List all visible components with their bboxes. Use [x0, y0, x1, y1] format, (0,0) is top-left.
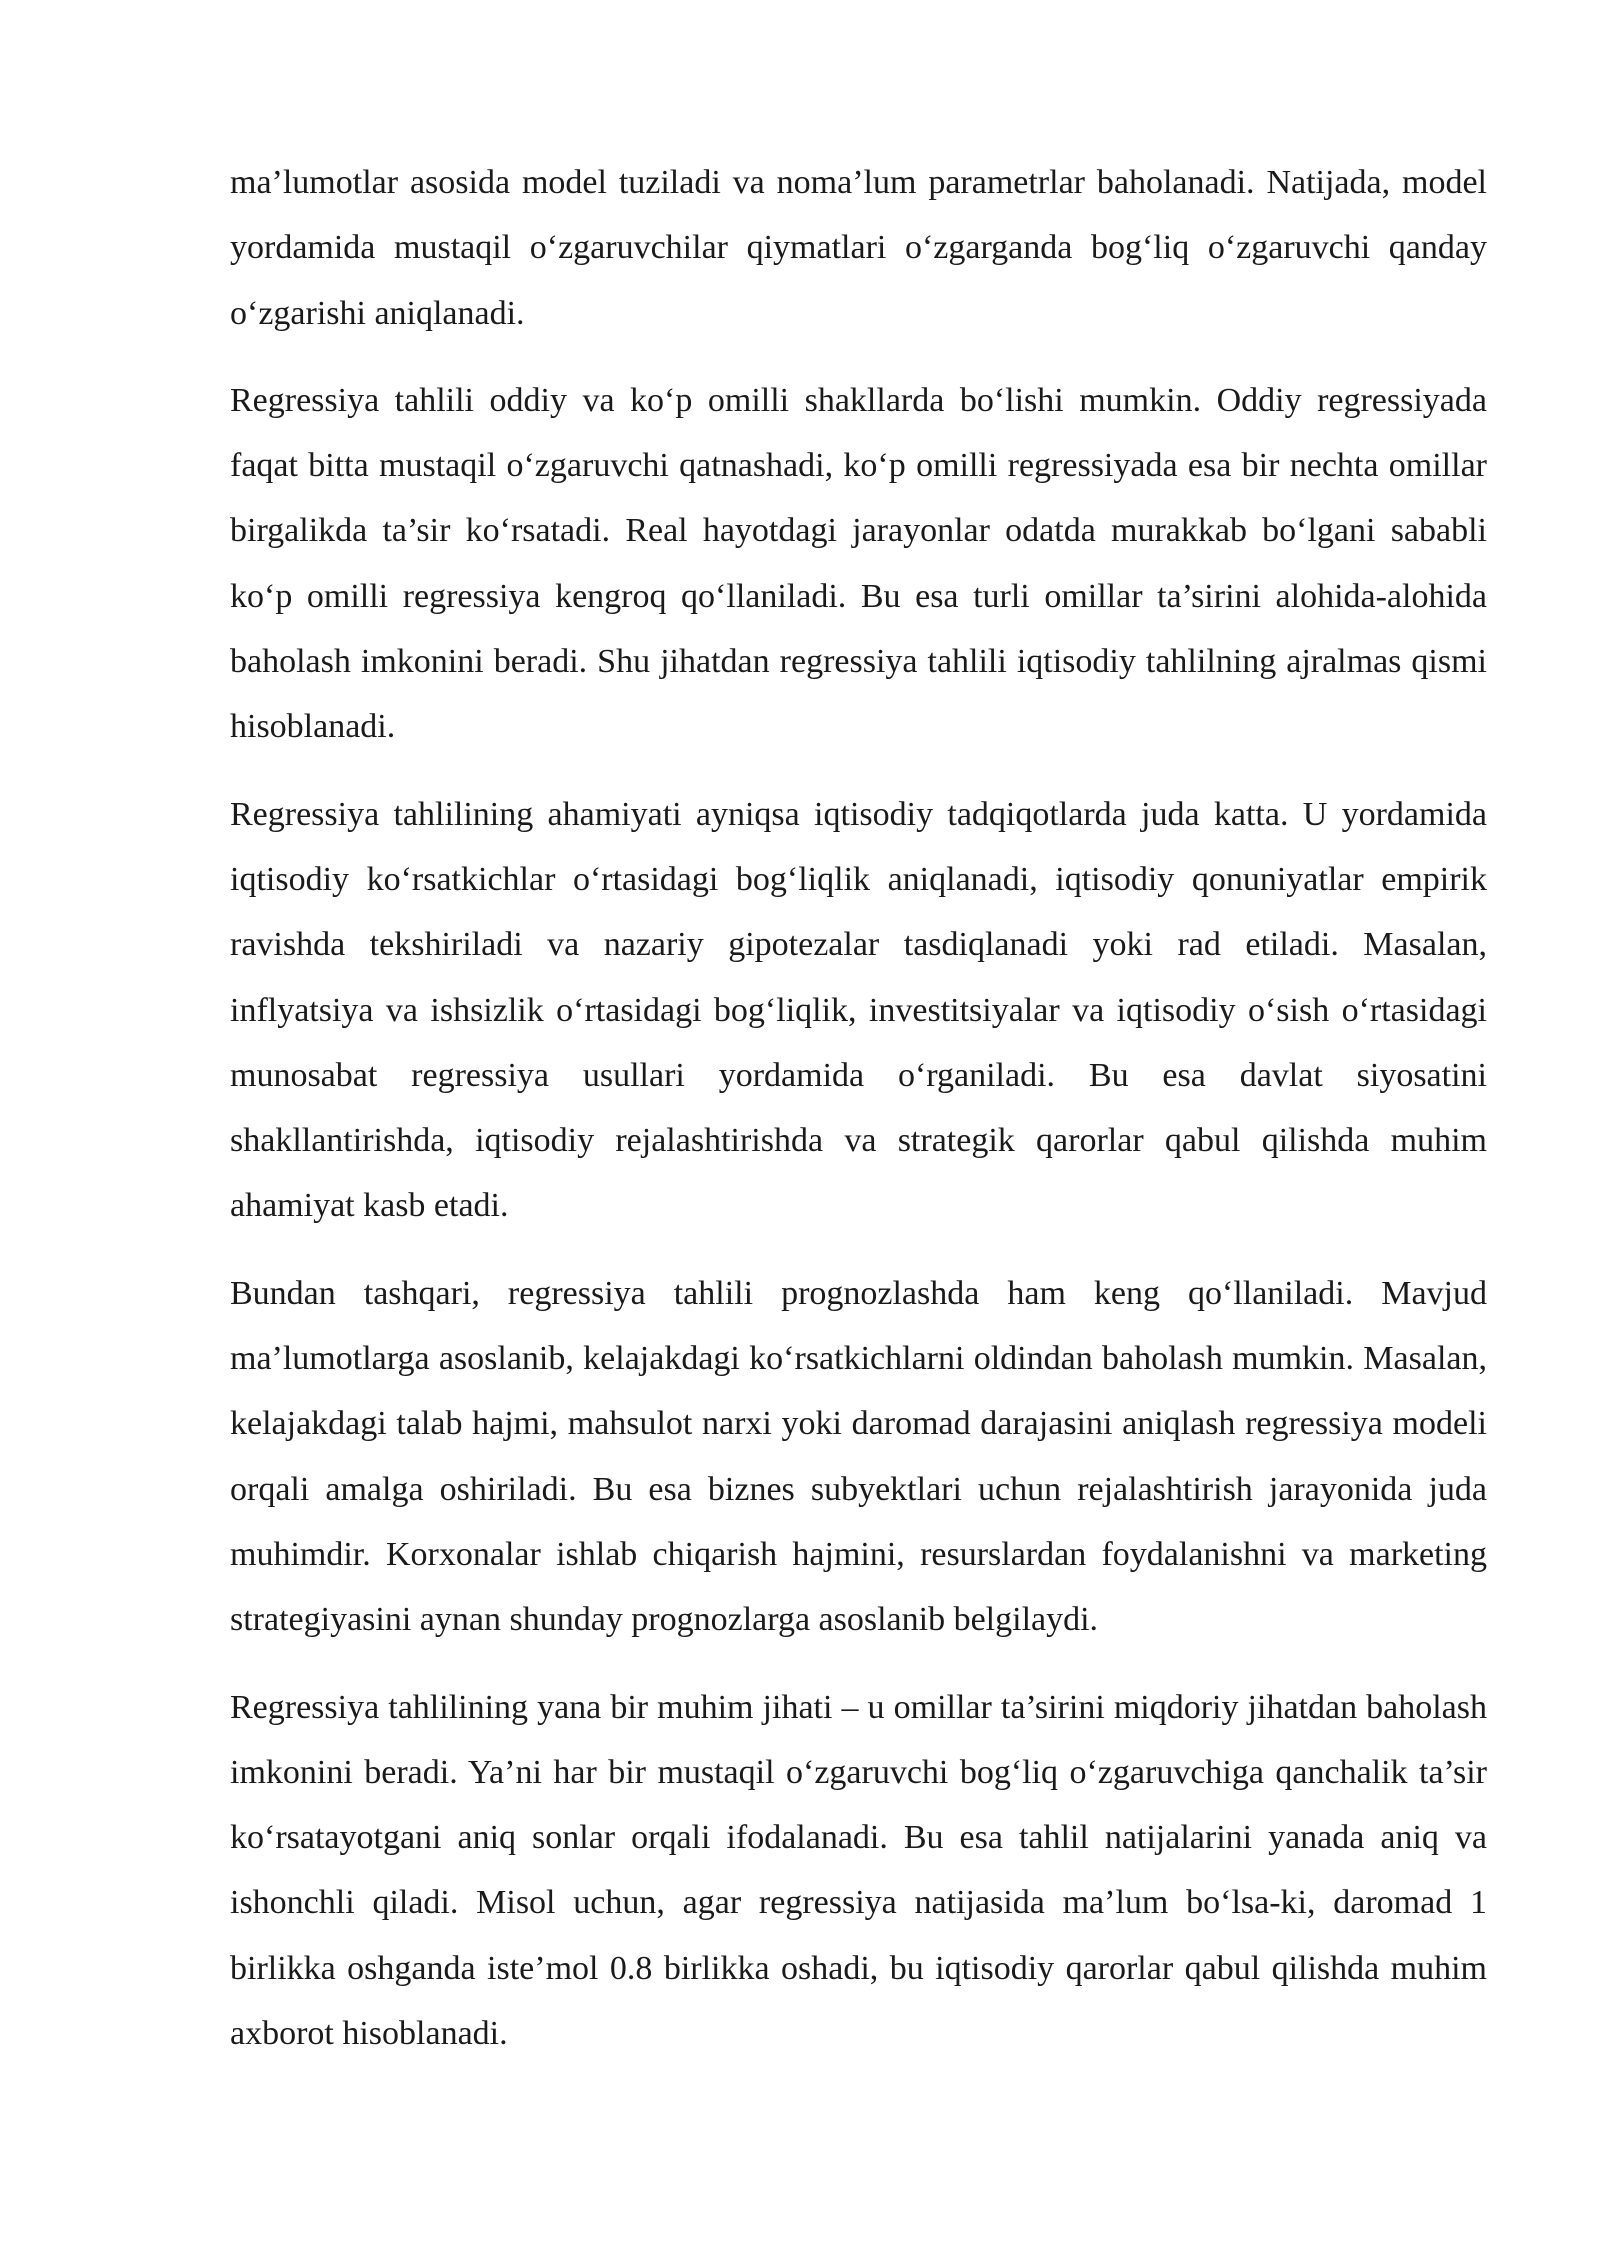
paragraph-4: Bundan tashqari, regressiya tahlili prognozlashda ham keng qo‘llaniladi. Mavjud ma’lumotlarga asoslanib, kelajakdagi ko‘rsatkichlarni oldindan baholash mumkin. Masalan, kelajakdagi talab hajmi, mahsulot narxi yoki daromad darajasini aniqlash regressiya modeli orqali amalga oshiriladi. Bu esa biznes subyektlari uchun rejalashtirish jarayonida juda muhimdir. Korxonalar ishlab chiqarish hajmini, resurslardan foydalanishni va marketing strategiyasini aynan shunday prognozlarga asoslanib belgilaydi.	[230, 1274, 1487, 1639]
paragraph-5: Regressiya tahlilining yana bir muhim jihati – u omillar ta’sirini miqdoriy jihatdan baholash imkonini beradi. Ya’ni har bir mustaqil o‘zgaruvchi bog‘liq o‘zgaruvchiga qanchalik ta’sir ko‘rsatayotgani aniq sonlar orqali ifodalanadi. Bu esa tahlil natijalarini yanada aniq va ishonchli qiladi. Misol uchun, agar regressiya natijasida ma’lum bo‘lsa-ki, daromad 1 birlikka oshganda iste’mol 0.8 birlikka oshadi, bu iqtisodiy qarorlar qabul qilishda muhim axborot hisoblanadi.	[230, 1688, 1487, 2053]
paragraph-1: ma’lumotlar asosida model tuziladi va noma’lum parametrlar baholanadi. Natijada, model yordamida mustaqil o‘zgaruvchilar qiymatlari o‘zgarganda bog‘liq o‘zgaruvchi qanday o‘zgarishi aniqlanadi.	[230, 164, 1487, 332]
document-body	[230, 150, 1487, 2088]
paragraph-3: Regressiya tahlilining ahamiyati ayniqsa iqtisodiy tadqiqotlarda juda katta. U yordamida iqtisodiy ko‘rsatkichlar o‘rtasidagi bog‘liqlik aniqlanadi, iqtisodiy qonuniyatlar empirik ravishda tekshiriladi va nazariy gipotezalar tasdiqlanadi yoki rad etiladi. Masalan, inflyatsiya va ishsizlik o‘rtasidagi bog‘liqlik, investitsiyalar va iqtisodiy o‘sish o‘rtasidagi munosabat regressiya usullari yordamida o‘rganiladi. Bu esa davlat siyosatini shakllantirishda, iqtisodiy rejalashtirishda va strategik qarorlar qabul qilishda muhim ahamiyat kasb etadi.	[230, 795, 1487, 1225]
paragraph-2: Regressiya tahlili oddiy va ko‘p omilli shakllarda bo‘lishi mumkin. Oddiy regressiyada faqat bitta mustaqil o‘zgaruvchi qatnashadi, ko‘p omilli regressiyada esa bir nechta omillar birgalikda ta’sir ko‘rsatadi. Real hayotdagi jarayonlar odatda murakkab bo‘lgani sababli ko‘p omilli regressiya kengroq qo‘llaniladi. Bu esa turli omillar ta’sirini alohida-alohida baholash imkonini beradi. Shu jihatdan regressiya tahlili iqtisodiy tahlilning ajralmas qismi hisoblanadi.	[230, 381, 1487, 746]
